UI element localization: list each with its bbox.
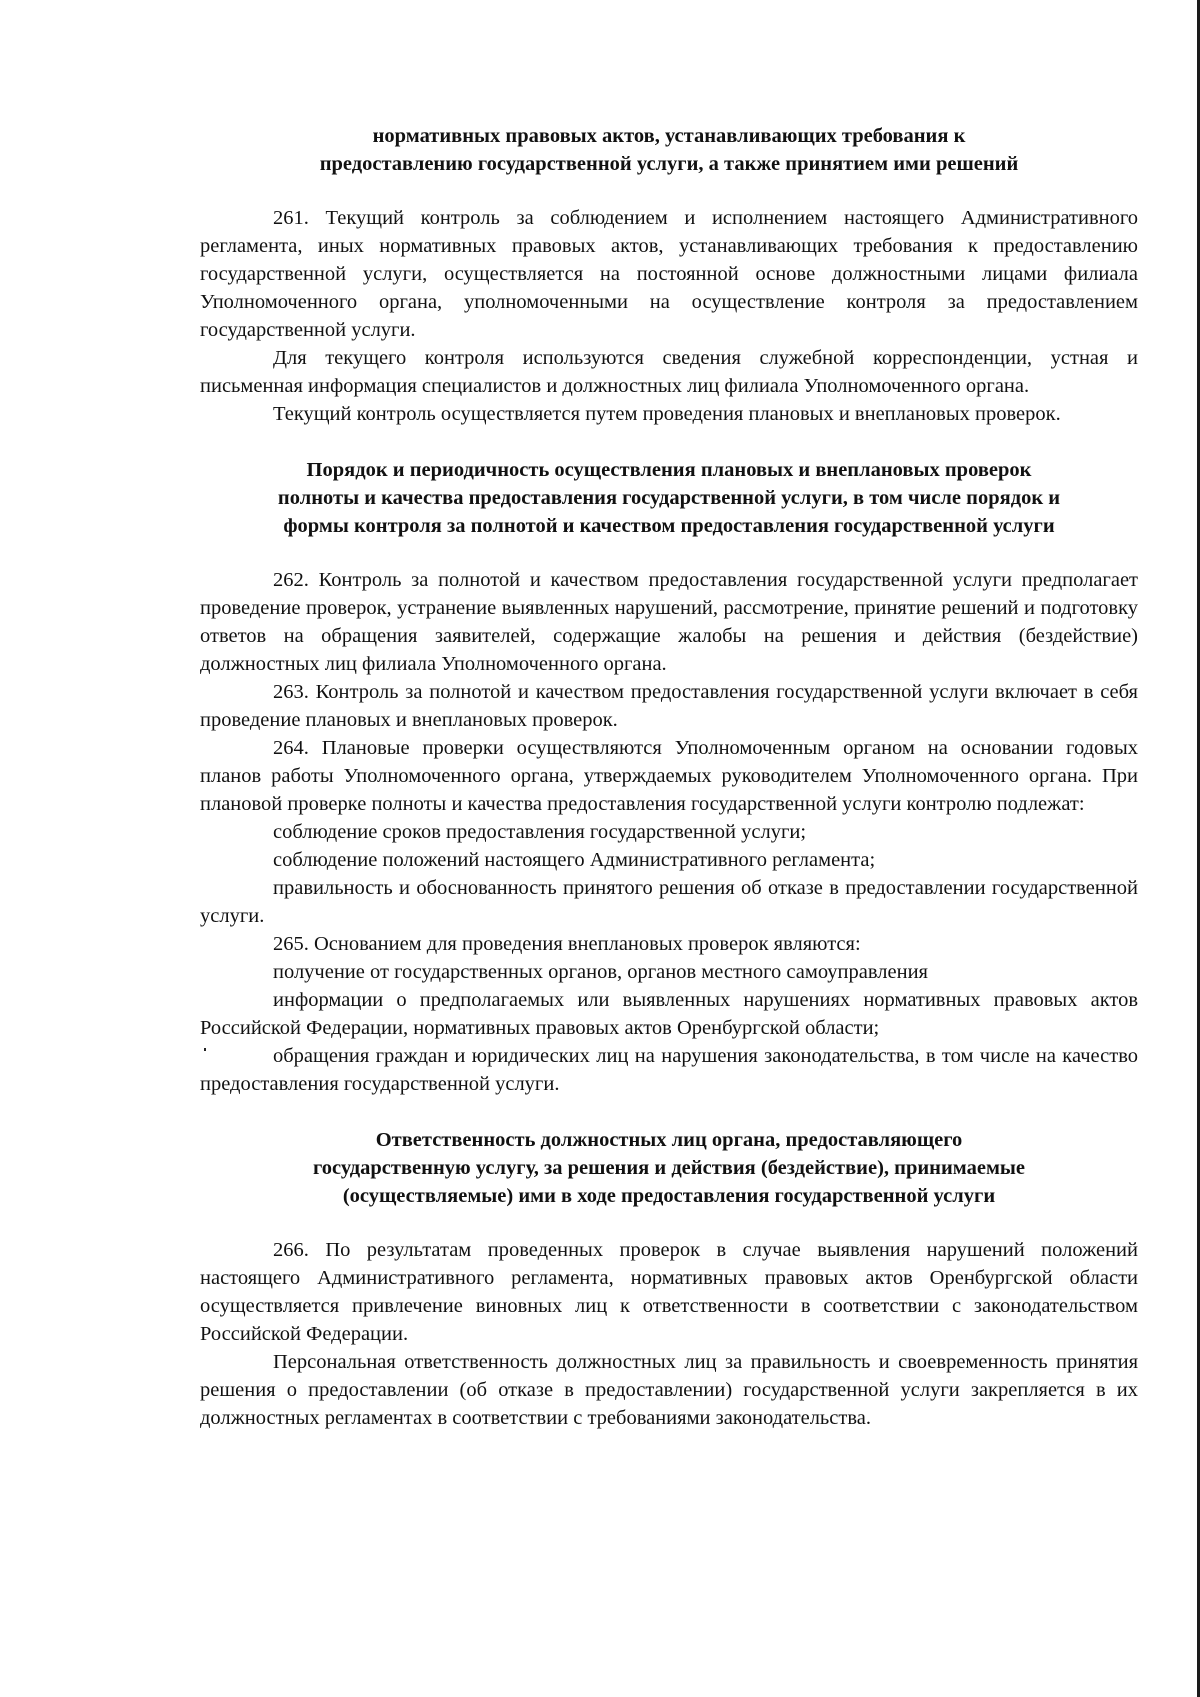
list-item: информации о предполагаемых или выявленных нарушениях нормативных правовых актов Российской Федерации, нормативных правовых актов Оренбургской области;: [200, 989, 1138, 1039]
paragraph-264: 264. Плановые проверки осуществляются Уполномоченным органом на основании годовых планов работы Уполномоченного органа, утверждаемых руководителем Уполномоченного органа. При плановой проверке полноты и качества предоставления государственной услуги контролю подлежат:: [200, 737, 1138, 815]
list-item: соблюдение сроков предоставления государственной услуги;: [273, 821, 807, 843]
paragraph-261: 261. Текущий контроль за соблюдением и исполнением настоящего Административного регламента, иных нормативных правовых актов, устанавливающих требования к предоставлению государственной услуги, осуществляется на постоянной основе должностными лицами филиала Уполномоченного органа, уполномоченными на осуществление контроля за предоставлением государственной услуги.: [200, 207, 1138, 341]
paragraph-263: 263. Контроль за полнотой и качеством предоставления государственной услуги включает в себя проведение плановых и внеплановых проверок.: [200, 681, 1138, 731]
document-body: [200, 122, 1138, 1432]
list-item: правильность и обоснованность принятого решения об отказе в предоставлении государственной услуги.: [200, 877, 1138, 927]
section-heading-1: [200, 122, 1138, 178]
heading-line: Порядок и периодичность осуществления плановых и внеплановых проверок: [306, 459, 1032, 481]
heading-line: Ответственность должностных лиц органа, предоставляющего: [375, 1129, 963, 1151]
paragraph-266: 266. По результатам проведенных проверок в случае выявления нарушений положений настоящего Административного регламента, нормативных правовых актов Оренбургской области осуществляется привлечение виновных лиц к ответственности в соответствии с законодательством Российской Федерации.: [200, 1239, 1138, 1345]
list-item: получение от государственных органов, органов местного самоуправления: [273, 961, 928, 983]
section-heading-3: [200, 1126, 1138, 1210]
list-item: обращения граждан и юридических лиц на нарушения законодательства, в том числе на качество предоставления государственной услуги.: [200, 1045, 1138, 1095]
paragraph-262: 262. Контроль за полнотой и качеством предоставления государственной услуги предполагает проведение проверок, устранение выявленных нарушений, рассмотрение, принятие решений и подготовку ответов на обращения заявителей, содержащие жалобы на решения и действия (бездействие) должностных лиц филиала Уполномоченного органа.: [200, 569, 1138, 675]
heading-line: нормативных правовых актов, устанавливающих требования к: [372, 125, 966, 147]
list-item: соблюдение положений настоящего Административного регламента;: [273, 849, 876, 871]
paragraph: Текущий контроль осуществляется путем проведения плановых и внеплановых проверок.: [273, 403, 1061, 425]
paragraph: Для текущего контроля используются сведения служебной корреспонденции, устная и письменная информация специалистов и должностных лиц филиала Уполномоченного органа.: [200, 347, 1138, 397]
heading-line: государственную услугу, за решения и действия (бездействие), принимаемые: [312, 1157, 1026, 1179]
spacer: [200, 1098, 1138, 1126]
paragraph-265: 265. Основанием для проведения внеплановых проверок являются:: [273, 933, 861, 955]
paragraph: Персональная ответственность должностных лиц за правильность и своевременность принятия решения о предоставлении (об отказе в предоставлении) государственной услуги закрепляется в их должностных регламентах в соответствии с требованиями законодательства.: [200, 1351, 1138, 1429]
spacer: [200, 540, 1138, 566]
heading-line: полноты и качества предоставления государственной услуги, в том числе порядок и: [277, 487, 1061, 509]
heading-line: формы контроля за полнотой и качеством предоставления государственной услуги: [283, 515, 1055, 537]
spacer: [200, 178, 1138, 204]
spacer: [200, 1210, 1138, 1236]
spacer: [200, 428, 1138, 456]
section-heading-2: [200, 456, 1138, 540]
heading-line: предоставлению государственной услуги, а также принятием ими решений: [319, 153, 1019, 175]
heading-line: (осуществляемые) ими в ходе предоставления государственной услуги: [342, 1185, 996, 1207]
